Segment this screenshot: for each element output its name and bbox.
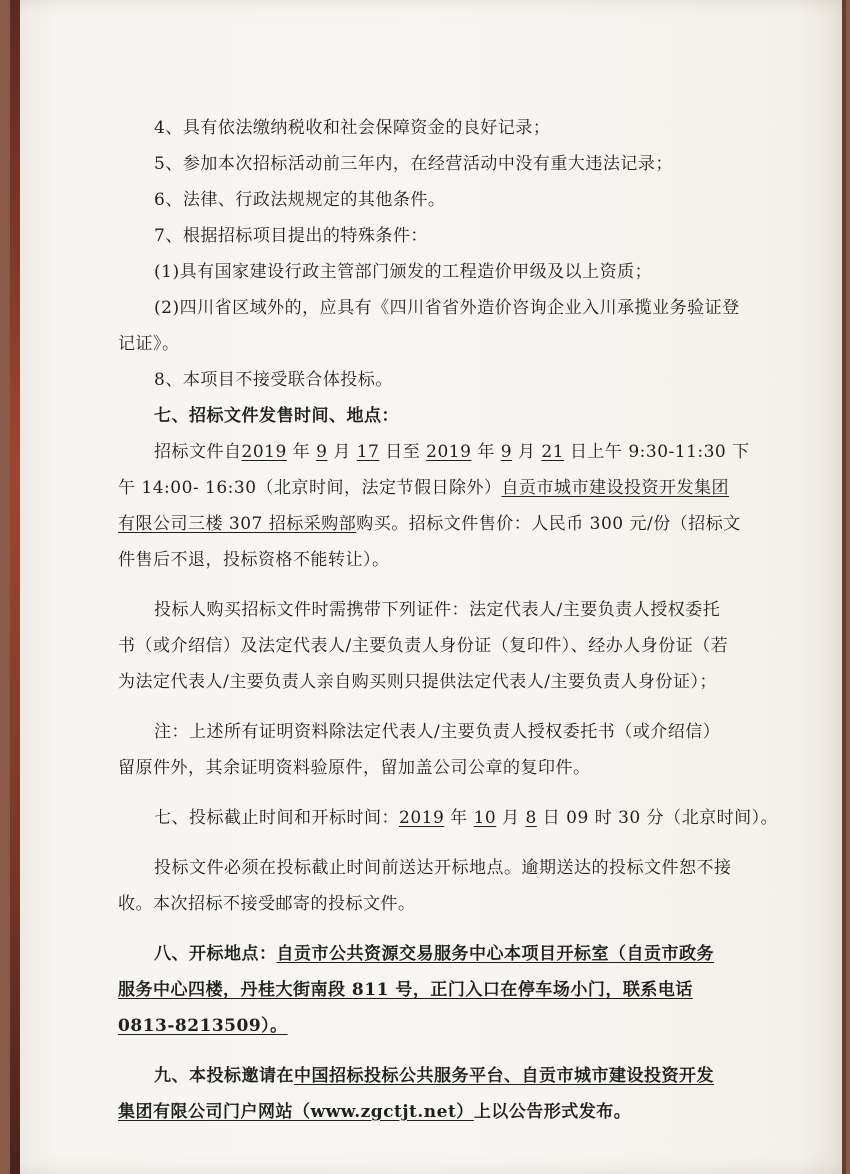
sale-time-line-1: 招标文件自2019 年 9 月 17 日至 2019 年 9 月 21 日上午 9:30-11:30 下 [154,442,750,462]
deadline-line: 七、投标截止时间和开标时间：2019 年 10 月 8 日 09 时 30 分（北京时间）。 [154,808,779,828]
page-left-edge [10,0,20,1174]
requirement-4: 4、具有依法缴纳税收和社会保障资金的良好记录； [154,118,551,138]
publication-line-1: 九、本投标邀请在中国招标投标公共服务平台、自贡市城市建设投资开发 [154,1066,714,1086]
required-docs-line-1: 投标人购买招标文件时需携带下列证件：法定代表人/主要负责人授权委托 [154,600,721,620]
section-heading-sale: 七、招标文件发售时间、地点： [154,406,399,426]
requirement-7: 7、根据招标项目提出的特殊条件： [154,226,428,246]
sale-place-line: 有限公司三楼 307 招标采购部购买。招标文件售价：人民币 300 元/份（招标文 [118,514,741,534]
opening-place-line-3: 0813-8213509）。 [118,1016,288,1036]
document-body [118,110,779,1130]
submission-line-1: 投标文件必须在投标截止时间前送达开标地点。逾期送达的投标文件恕不接 [154,858,732,878]
required-docs-line-3: 为法定代表人/主要负责人亲自购买则只提供法定代表人/主要负责人身份证）； [118,672,717,692]
note-line-2: 留原件外，其余证明资料验原件，留加盖公司公章的复印件。 [118,758,591,778]
special-condition-2: (2)四川省区域外的，应具有《四川省省外造价咨询企业入川承揽业务验证登 [154,298,740,318]
sale-price-cont: 件售后不退，投标资格不能转让）。 [118,550,390,570]
special-condition-2-cont: 记证》。 [118,334,180,354]
opening-place-line-1: 八、开标地点：自贡市公共资源交易服务中心本项目开标室（自贡市政务 [154,944,714,964]
publication-line-2: 集团有限公司门户网站（www.zgctjt.net）上以公告形式发布。 [118,1102,632,1122]
page-right-edge [842,0,846,1174]
requirement-5: 5、参加本次招标活动前三年内，在经营活动中没有重大违法记录； [154,154,673,174]
special-condition-1: (1)具有国家建设行政主管部门颁发的工程造价甲级及以上资质； [154,262,653,282]
opening-place-line-2: 服务中心四楼，丹桂大街南段 811 号，正门入口在停车场小门，联系电话 [118,980,693,1000]
submission-line-2: 收。本次招标不接受邮寄的投标文件。 [118,894,416,914]
sale-time-line-2: 午 14:00- 16:30（北京时间，法定节假日除外）自贡市城市建设投资开发集团 [118,478,730,498]
requirement-8: 8、本项目不接受联合体投标。 [154,370,393,390]
required-docs-line-2: 书（或介绍信）及法定代表人/主要负责人身份证（复印件）、经办人身份证（若 [118,636,729,656]
requirement-6: 6、法律、行政法规规定的其他条件。 [154,190,446,210]
document-page [10,0,846,1174]
note-line-1: 注：上述所有证明资料除法定代表人/主要负责人授权委托书（或介绍信） [154,722,721,742]
